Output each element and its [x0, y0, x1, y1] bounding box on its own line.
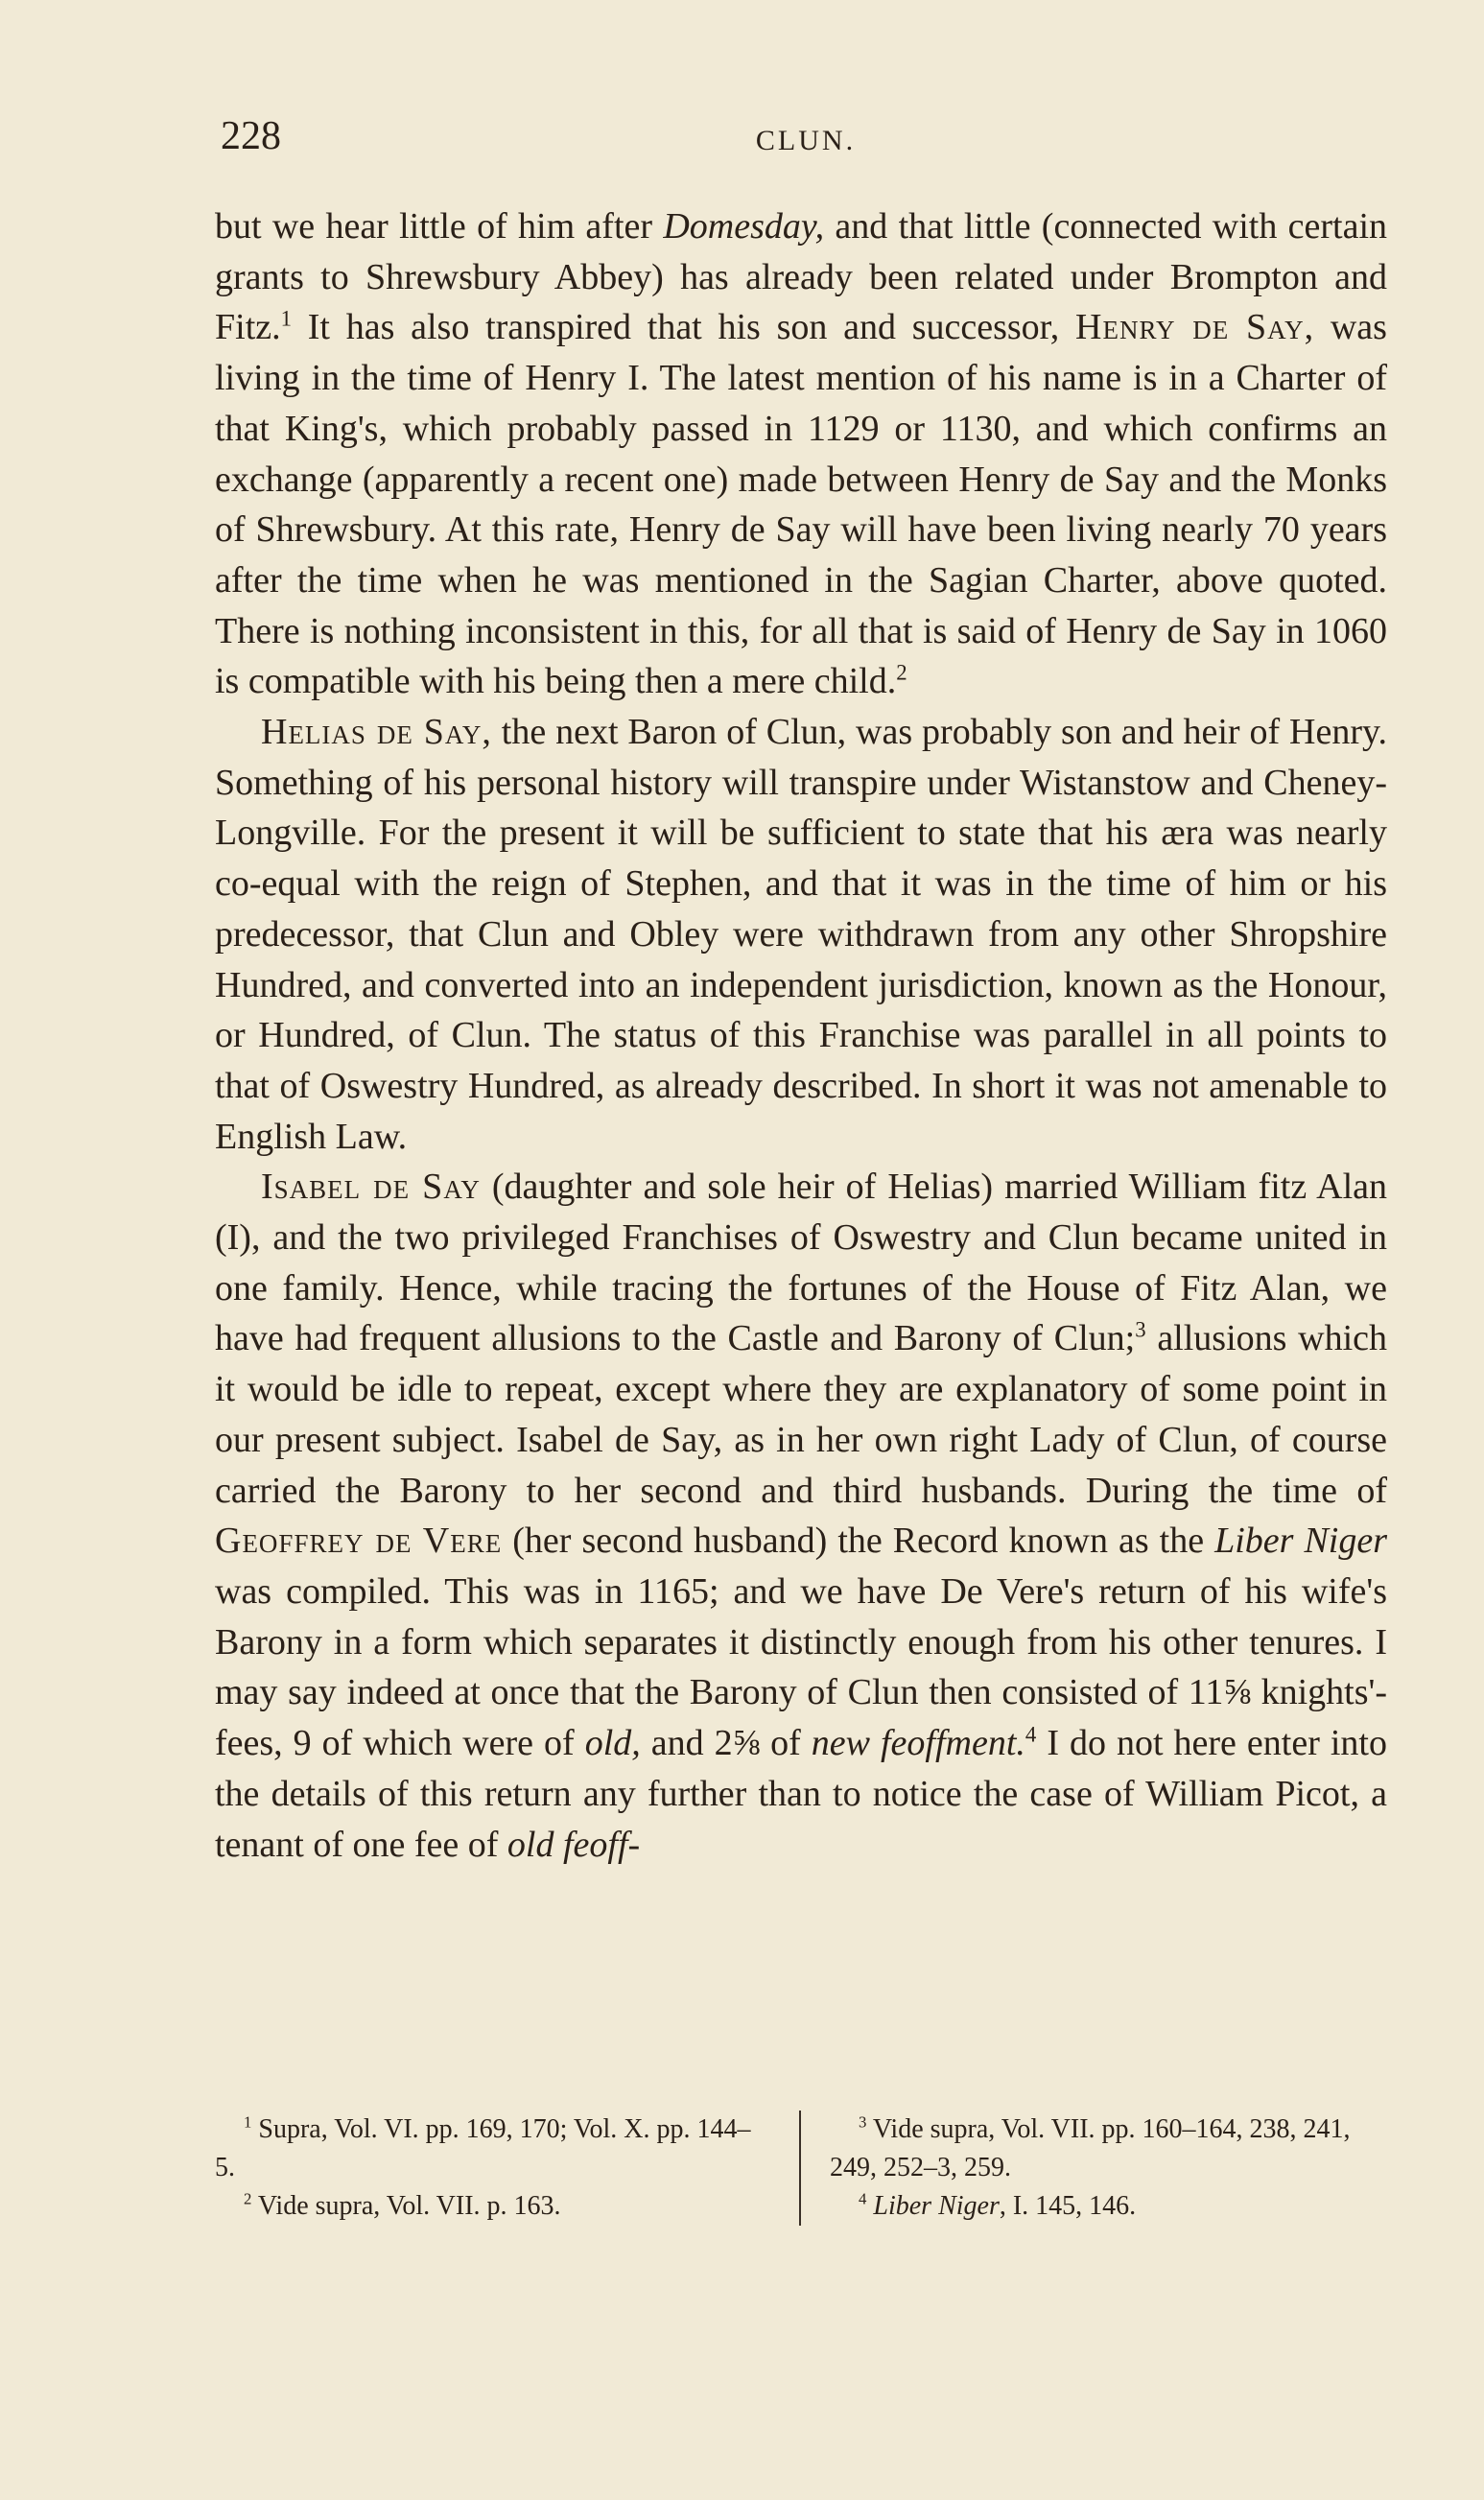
- text-run: Vide supra, Vol. VII. p. 163.: [251, 2191, 561, 2221]
- text-run: and that little (connected with certain grants to Shrewsbury Abbey) has already been related under Brompton and Fitz.: [215, 206, 1387, 348]
- text-run: I do not here enter into the details of this return any further than to notice the case of William Picot, a tenant of one fee of: [215, 1723, 1387, 1865]
- footnote-ref: 1: [244, 2112, 252, 2132]
- italic-text: old feoff-: [506, 1824, 641, 1865]
- text-run: and 2⅝ of: [640, 1723, 812, 1764]
- footnote-ref: 4: [859, 2189, 867, 2208]
- footnotes-left-column: [215, 2111, 801, 2226]
- footnote-ref: 1: [280, 306, 293, 331]
- italic-text: Liber Niger: [1214, 1521, 1387, 1562]
- italic-text: Domesday,: [663, 206, 825, 247]
- text-run: (daughter and sole heir of Helias) married William fitz Alan (I), and the two privileged Franchises of Oswestry and Clun became united in one family. Hence, while tracing the fortunes of the House of Fitz Alan, we have had frequent allusions to the Castle and Barony of Clun;: [215, 1167, 1388, 1359]
- text-run: was living in the time of Henry I. The latest mention of his name is in a Charter of that King's, which probably passed in 1129 or 1130, and which confirms an exchange (apparently a recent one) made between Henry de Say and the Monks of Shrewsbury. At this rate, Henry de Say will have been living nearly 70 years after the time when he was mentioned in the Sagian Charter, above quoted. There is nothing inconsistent in this, for all that is said of Henry de Say in 1060 is compatible with his being then a mere child.: [215, 307, 1387, 702]
- footnote-ref: 2: [896, 660, 907, 685]
- text-run: Supra, Vol. VI. pp. 169, 170; Vol. X. pp. 144–5.: [215, 2114, 751, 2182]
- text-run: (her second husband) the Record known as the: [502, 1521, 1215, 1562]
- small-caps-name: Helias de Say,: [261, 712, 492, 753]
- italic-text: Liber Niger: [866, 2191, 1000, 2221]
- paragraph-1: [215, 201, 1387, 707]
- footnote-ref: 3: [1135, 1317, 1146, 1342]
- body-text: [215, 201, 1387, 1870]
- footnote-4: [830, 2187, 1387, 2226]
- paragraph-3: [215, 1162, 1387, 1870]
- text-run: but we hear little of him after: [215, 206, 664, 247]
- italic-text: new feoffment.: [811, 1723, 1025, 1764]
- footnote-ref: 4: [1025, 1722, 1037, 1747]
- small-caps-name: Isabel de Say: [261, 1167, 481, 1208]
- paragraph-2: [215, 707, 1387, 1162]
- text-run: Vide supra, Vol. VII. pp. 160–164, 238, 241, 249, 252–3, 259.: [830, 2114, 1351, 2182]
- footnotes-right-column: [801, 2111, 1387, 2226]
- footnote-ref: 2: [244, 2189, 252, 2208]
- text-run: allusions which it would be idle to repeat, except where they are explanatory of some point in our present subject. Isabel de Say, as in her own right Lady of Clun, of course carried the Barony to her second and third husbands. During the time of: [215, 1318, 1388, 1511]
- footnote-ref: 3: [859, 2112, 867, 2132]
- footnote-3: [830, 2111, 1387, 2187]
- page-header: [221, 113, 1391, 171]
- small-caps-name: Geoffrey de Vere: [215, 1521, 503, 1562]
- footnote-2: [215, 2187, 770, 2226]
- running-head: CLUN.: [755, 125, 857, 156]
- text-run: the next Baron of Clun, was probably son and heir of Henry. Something of his personal history will transpire under Wistanstow and Cheney-Longville. For the present it will be sufficient to state that his æra was nearly co-equal with the reign of Stephen, and that it was in the time of him or his predecessor, that Clun and Obley were withdrawn from any other Shropshire Hundred, and converted into an independent jurisdiction, known as the Honour, or Hundred, of Clun. The status of this Franchise was parallel in all points to that of Oswestry Hundred, as already described. In short it was not amenable to English Law.: [215, 712, 1388, 1157]
- text-run: , I. 145, 146.: [999, 2191, 1137, 2221]
- footnote-1: [215, 2111, 770, 2187]
- page-number: 228: [221, 114, 281, 158]
- italic-text: old,: [584, 1723, 641, 1764]
- text-run: It has also transpired that his son and successor,: [292, 307, 1076, 348]
- footnotes: [215, 2111, 1387, 2226]
- text-run: was compiled. This was in 1165; and we have De Vere's return of his wife's Barony in a form which separates it distinctly enough from his other tenures. I may say indeed at once that the Barony of Clun then consisted of 11⅝ knights'-fees, 9 of which were of: [215, 1570, 1387, 1764]
- small-caps-name: Henry de Say,: [1075, 307, 1315, 348]
